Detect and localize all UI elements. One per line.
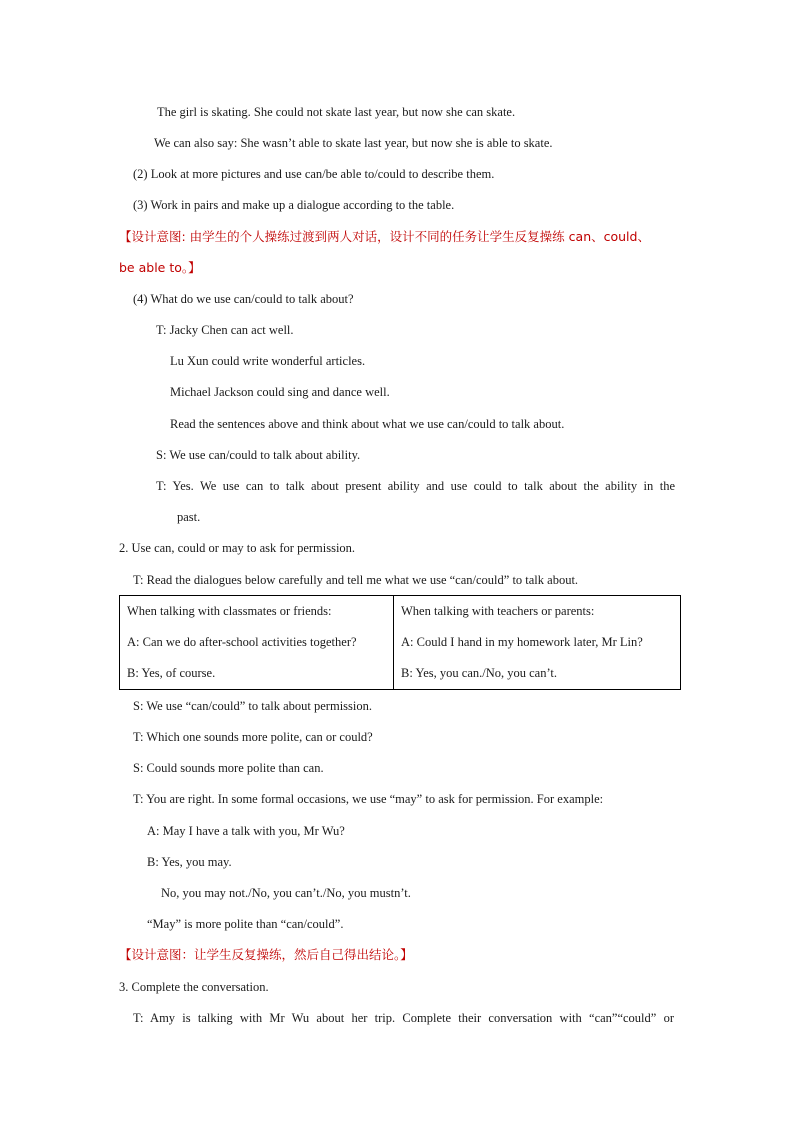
table-cell: B: Yes, of course. — [120, 658, 394, 690]
teacher-line-past: past. — [177, 510, 201, 524]
design-intent-note-1-cont: be able to。】 — [119, 260, 201, 275]
teacher-line-polite: T: Which one sounds more polite, can or could? — [133, 730, 373, 744]
teacher-line-read: Read the sentences above and think about what we use can/could to talk about. — [170, 417, 565, 431]
student-line-permission: S: We use “can/could” to talk about permission. — [133, 699, 372, 713]
teacher-line-michael: Michael Jackson could sing and dance well. — [170, 385, 390, 399]
dialogue-b-yes: B: Yes, you may. — [147, 855, 232, 869]
dialogue-a-may: A: May I have a talk with you, Mr Wu? — [147, 824, 345, 838]
step-3-instruction: (3) Work in pairs and make up a dialogue according to the table. — [133, 198, 455, 212]
table-cell: When talking with classmates or friends: — [120, 596, 394, 628]
student-line-ability: S: We use can/could to talk about ability. — [156, 448, 361, 462]
may-polite-note: “May” is more polite than “can/could”. — [147, 917, 344, 931]
design-intent-note-1: 【设计意图: 由学生的个人操练过渡到两人对话，设计不同的任务让学生反复操练 can、could、 — [119, 229, 650, 244]
student-line-could-polite: S: Could sounds more polite than can. — [133, 761, 324, 775]
teacher-line-amy: T: Amy is talking with Mr Wu about her trip. Complete their conversation with “can”“could” or — [133, 1011, 674, 1025]
section-3-heading: 3. Complete the conversation. — [119, 980, 269, 994]
example-sentence-able-to: We can also say: She wasn’t able to skate last year, but now she is able to skate. — [154, 136, 553, 150]
teacher-line-formal: T: You are right. In some formal occasions, we use “may” to ask for permission. For example: — [133, 792, 604, 806]
teacher-line-read-dialogues: T: Read the dialogues below carefully and tell me what we use “can/could” to talk about. — [133, 573, 579, 587]
teacher-line-present-past: T: Yes. We use can to talk about present ability and use could to talk about the ability in the — [156, 479, 675, 493]
table-cell: A: Could I hand in my homework later, Mr Lin? — [394, 627, 681, 658]
table-cell: A: Can we do after-school activities together? — [120, 627, 394, 658]
table-row — [120, 658, 681, 690]
table-cell: When talking with teachers or parents: — [394, 596, 681, 628]
section-2-heading: 2. Use can, could or may to ask for permission. — [119, 541, 356, 555]
design-intent-note-2: 【设计意图：让学生反复操练，然后自己得出结论。】 — [119, 947, 413, 962]
example-sentence-skating: The girl is skating. She could not skate last year, but now she can skate. — [157, 105, 516, 119]
teacher-line-luxun: Lu Xun could write wonderful articles. — [170, 354, 366, 368]
step-4-question: (4) What do we use can/could to talk about? — [133, 292, 354, 306]
table-cell: B: Yes, you can./No, you can’t. — [394, 658, 681, 690]
table-row — [120, 627, 681, 658]
teacher-line-jacky: T: Jacky Chen can act well. — [156, 323, 294, 337]
step-2-instruction: (2) Look at more pictures and use can/be able to/could to describe them. — [133, 167, 495, 181]
comparison-table — [119, 595, 681, 690]
dialogue-b-no: No, you may not./No, you can’t./No, you mustn’t. — [161, 886, 411, 900]
table-row — [120, 596, 681, 628]
